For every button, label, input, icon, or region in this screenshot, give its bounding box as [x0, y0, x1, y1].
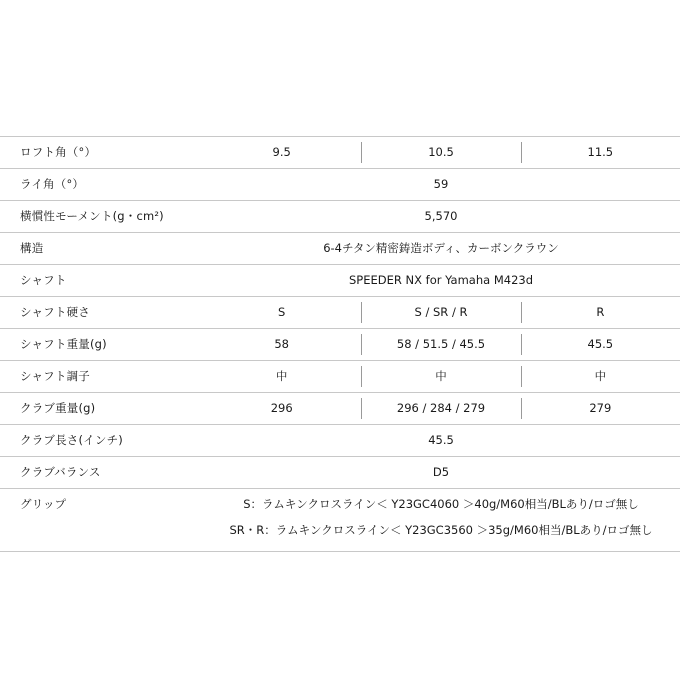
row-structure: [0, 233, 680, 265]
value-cell: 5,570: [424, 209, 458, 223]
value-cell: 中: [361, 361, 520, 392]
row-label: シャフト重量(g): [20, 337, 107, 351]
grip-line: S：ラムキンクロスライン＜ Y23GC4060 ＞40g/M60相当/BLあり/ロゴ無し: [243, 497, 639, 511]
row-moi: [0, 201, 680, 233]
value-cell: 45.5: [428, 433, 454, 447]
row-values: [202, 297, 680, 328]
value-cell: 中: [521, 361, 680, 392]
value-cell: SPEEDER NX for Yamaha M423d: [348, 273, 534, 287]
grip-lines: [202, 489, 680, 551]
row-values: [202, 233, 680, 264]
row-label: ライ角（°）: [20, 177, 85, 191]
row-shaft: [0, 265, 680, 297]
row-label: シャフト調子: [20, 369, 90, 383]
value-cell: 279: [521, 393, 680, 424]
value-cell: 6-4チタン精密鋳造ボディ、カーボンクラウン: [323, 241, 559, 255]
value-cell: 9.5: [272, 145, 291, 159]
row-label: 横慣性モーメント(g・cm²): [20, 209, 164, 223]
row-lie: [0, 169, 680, 201]
row-shaft-weight: [0, 329, 680, 361]
row-grip: [0, 489, 680, 552]
row-values: [202, 169, 680, 200]
row-club-weight: [0, 393, 680, 425]
row-values: [202, 265, 680, 296]
row-flex: [0, 297, 680, 329]
row-values: [202, 361, 680, 392]
row-label: クラブ重量(g): [20, 401, 96, 415]
value-cell: 中: [275, 369, 288, 383]
row-length: [0, 425, 680, 457]
value-cell: S / SR / R: [361, 297, 520, 328]
value-cell: 59: [433, 177, 449, 191]
value-cell: 296: [270, 401, 293, 415]
value-cell: 10.5: [361, 137, 520, 168]
row-values: [202, 137, 680, 168]
row-values: [202, 393, 680, 424]
value-cell: 45.5: [521, 329, 680, 360]
value-cell: R: [521, 297, 680, 328]
row-label: クラブバランス: [20, 465, 101, 479]
row-label: 構造: [20, 241, 44, 255]
row-values: [202, 489, 680, 551]
value-cell: 58 / 51.5 / 45.5: [361, 329, 520, 360]
row-label: グリップ: [20, 497, 67, 511]
row-values: [202, 457, 680, 488]
value-cell: S: [278, 305, 286, 319]
row-values: [202, 329, 680, 360]
value-cell: 11.5: [521, 137, 680, 168]
row-label: クラブ長さ(インチ): [20, 433, 123, 447]
row-label: ロフト角（°）: [20, 145, 97, 159]
row-loft: [0, 137, 680, 169]
spec-table: [0, 136, 680, 552]
row-label: シャフト: [20, 273, 67, 287]
value-cell: 58: [274, 337, 289, 351]
row-balance: [0, 457, 680, 489]
row-label: シャフト硬さ: [20, 305, 90, 319]
row-kick: [0, 361, 680, 393]
grip-line: SR・R：ラムキンクロスライン＜ Y23GC3560 ＞35g/M60相当/BLあり/ロゴ無し: [229, 523, 653, 537]
value-cell: 296 / 284 / 279: [361, 393, 520, 424]
row-values: [202, 425, 680, 456]
row-values: [202, 201, 680, 232]
value-cell: D5: [432, 465, 450, 479]
